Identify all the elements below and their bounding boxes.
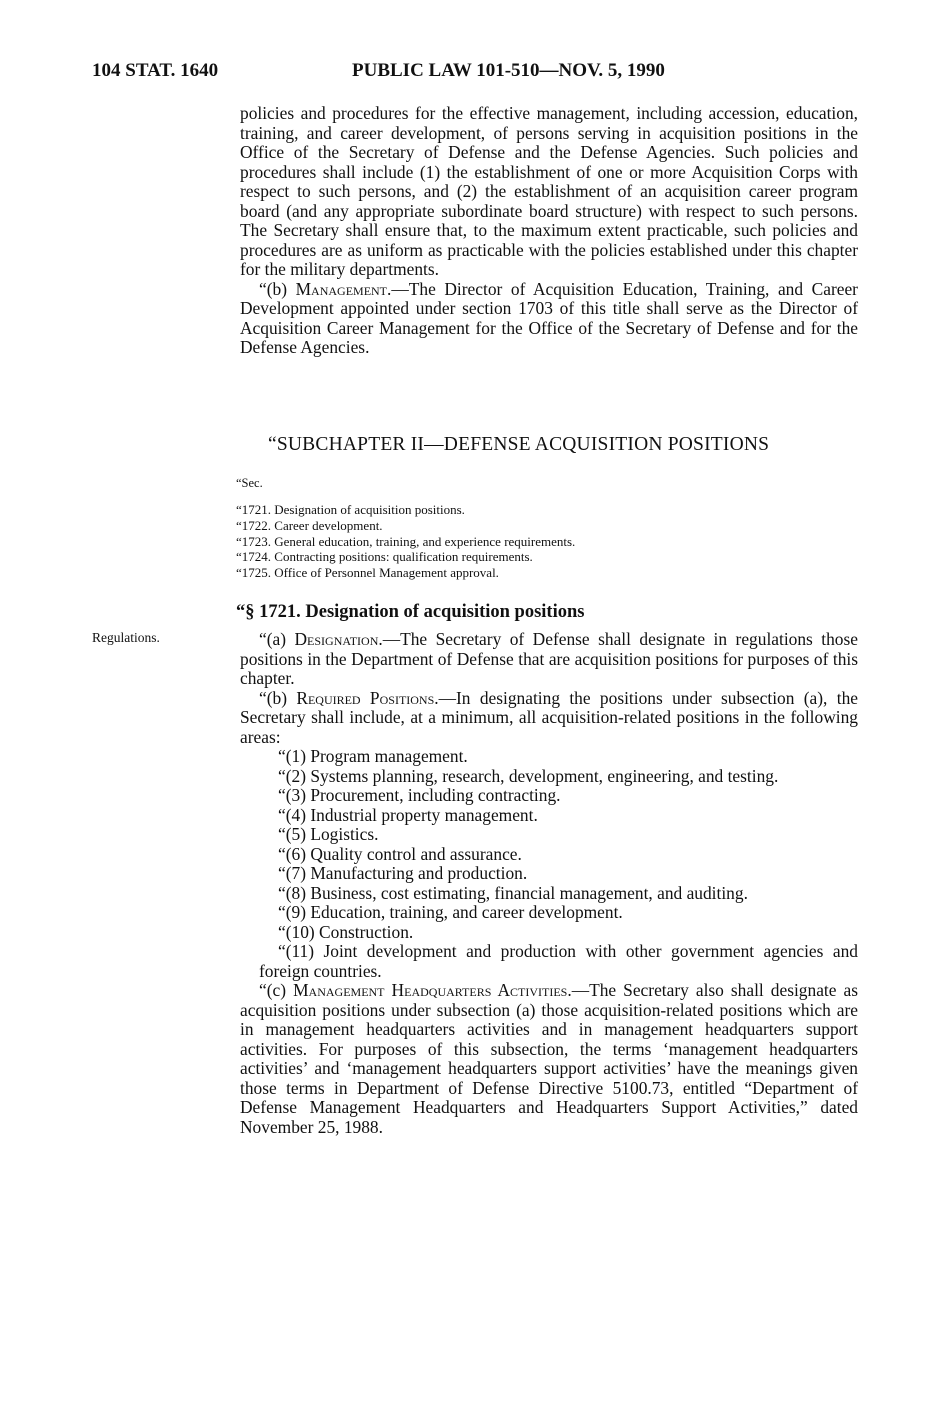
subsection-b-required-positions <box>240 689 858 748</box>
subsection-text: —In designating the positions under subsection (a), the Secretary shall include, at a minimum, all acquisition-related positions in the following areas: <box>240 687 858 747</box>
area-item: “(5) Logistics. <box>278 824 379 844</box>
area-item: “(8) Business, cost estimating, financial management, and auditing. <box>278 882 748 903</box>
subsection-prefix: “(b) <box>259 687 297 708</box>
margin-note: Regulations. <box>92 630 160 645</box>
law-citation: PUBLIC LAW 101-510—NOV. 5, 1990 <box>352 60 665 81</box>
subsection-text: —The Secretary also shall designate as acquisition positions under subsection (a) those acquisition-related positions which are in management headquarters activities and in management headquarters support activities. For purposes of this subsection, the terms ‘management headquarters activities’ and ‘management headquarters support activities’ have the meanings given those terms in Department of Defense Directive 5100.73, entitled “Department of Defense Management Headquarters and Headquarters Support Activities,” dated November 25, 1988. <box>240 980 858 1137</box>
area-item: “(4) Industrial property management. <box>278 804 538 825</box>
subsection-prefix: “(a) <box>259 629 295 649</box>
subsection-c-management-hq <box>240 981 858 1137</box>
area-item: “(3) Procurement, including contracting. <box>278 785 561 805</box>
toc-entry: “1724. Contracting positions: qualification requirements. <box>236 549 533 565</box>
subchapter-title: “SUBCHAPTER II—DEFENSE ACQUISITION POSITIONS <box>268 434 770 455</box>
subsection-label: Management. <box>295 278 392 299</box>
subsection-label: Required Positions. <box>296 687 439 708</box>
toc-entry: “1722. Career development. <box>236 517 383 533</box>
area-item: “(2) Systems planning, research, development, engineering, and testing. <box>278 765 779 786</box>
toc-entry: “1723. General education, training, and experience requirements. <box>236 533 576 549</box>
stat-citation: 104 STAT. 1640 <box>92 60 219 81</box>
toc-sec-label: “Sec. <box>236 476 263 490</box>
subsection-label: Designation. <box>294 629 383 649</box>
section-1721-body <box>240 630 858 1137</box>
area-item: “(7) Manufacturing and production. <box>278 863 528 883</box>
area-item: “(1) Program management. <box>278 746 468 766</box>
subsection-text: —The Secretary of Defense shall designate in regulations those positions in the Department of Defense that are acquisition positions for purposes of this chapter. <box>240 629 858 688</box>
toc-entry: “1721. Designation of acquisition positions. <box>236 502 465 517</box>
subsection-label: Management Headquarters Activities. <box>293 980 572 1000</box>
area-item: “(11) Joint development and production with other government agencies and foreign countries. <box>259 941 858 981</box>
area-item: “(6) Quality control and assurance. <box>278 843 522 864</box>
opening-block <box>240 104 858 358</box>
area-item: “(9) Education, training, and career development. <box>278 902 623 922</box>
subsection-prefix: “(c) <box>259 980 294 1000</box>
opening-paragraph: policies and procedures for the effective management, including accession, education, training, and career development, of persons serving in acquisition positions in the Office of the Secretary of Defense and the Defense Agencies. Such policies and procedures shall include (1) the establishment of one or more Acquisition Corps with respect to such persons, and (2) the establishment of an acquisition career program board (and any appropriate subordinate board structure) with respect to such persons. The Secretary shall ensure that, to the maximum extent practicable, such policies and procedures are as uniform as practicable with the policies established under this chapter for the military departments. <box>240 103 858 279</box>
area-item: “(10) Construction. <box>278 921 414 942</box>
subsection-a-designation <box>240 630 858 689</box>
section-heading: “§ 1721. Designation of acquisition positions <box>236 602 585 622</box>
subsection-text: —The Director of Acquisition Education, Training, and Career Development appointed under section 1703 of this title shall serve as the Director of Acquisition Career Management for the Office of the Secretary of Defense and for the Defense Agencies. <box>240 278 858 357</box>
page-header <box>92 60 852 88</box>
subsection-prefix: “(b) <box>259 278 296 299</box>
table-of-contents <box>236 502 575 581</box>
toc-entry: “1725. Office of Personnel Management approval. <box>236 565 499 581</box>
subsection-b-management <box>240 280 858 358</box>
